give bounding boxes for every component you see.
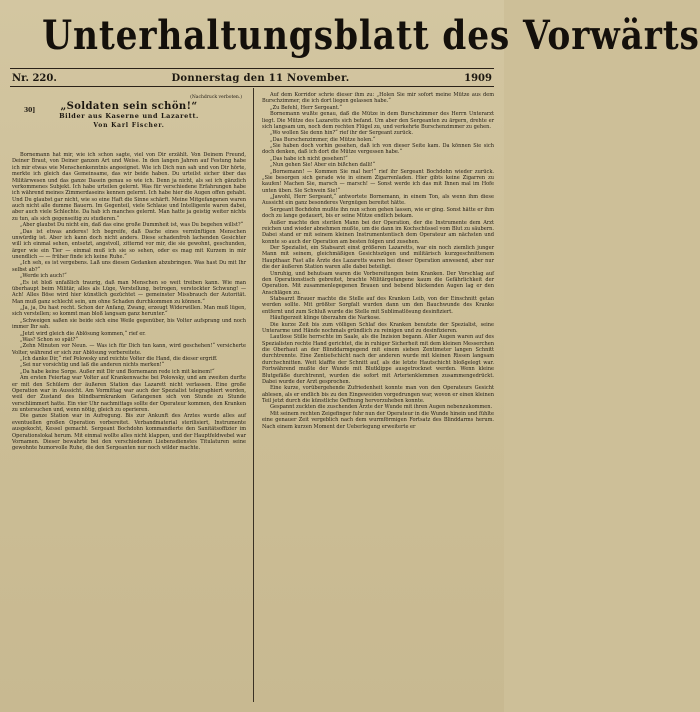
article-paragraph: „Das ist etwas anderes! Ich begreife, daß Dache eines vernünftigen Menschen unwürdig ist. Aber ich kann doch nicht anders. Diese schadenfroh lachenden Gesichter will ich einmal sehen, entsetzt, angstvoll, zitternd vor mir, die sie gewohnt, geschunden, ärger wie ein Tier — einmal muß ich sie so sehen, oder es mag mit Kurzem in mir unendlich — — früher finde ich keine Ruhe.“ [12, 228, 246, 260]
article-paragraph: „Aber glaubst Du nicht ein, daß das eine große Dummheit ist, was Du begehen willst?“ [20, 222, 244, 229]
article-paragraph: „Nun gehen Sie! Aber ein bißchen dalli!“ [270, 162, 376, 169]
article-paragraph: Stabsarzt Brauer machte die Stelle auf des Kranken Leib, von der Einschnitt getan werden sollte. Mit größter Sorgfalt wurden dann um den Bauchwunde des Kranke entfernt und zum Schluß wurde die Stelle mit Sublimatlösung desinfiziert. [262, 296, 494, 315]
reprint-note: (Nachdruck verboten.) [190, 95, 242, 100]
article-paragraph: Lautlose Stille herrschte im Saale, als die Inzision begann. Aller Augen waren auf des Spezialisten rechte Hand gerichtet, die in ruhiger Sicherheit mit dem kleinen Messerchen die Oberhaut an der Blinddarmgegend mit einem sieben Zentimeter langen Schnitt durchtrennte. Eine Zentiefschicht nach der anderen wurde mit kleinen Rissen langsam durchschnitten. Weit klaffte der Schnitt auf, als die letzte Hautschicht bloßgelegt war. Fortwährend mußte der Wunde mit Blutklippe ausgetrocknet werden. Wenn kleine Blutgefäße durchtrennt, wurden die sofort mit Arterienklemmen zusammengedrückt. Dabei wurde der Arzt gesprochen. [262, 334, 494, 385]
article-body-left [12, 152, 246, 452]
article-paragraph: „Wo wollen Sie denn hin?“ rief ihr der Sergeant zurück. [270, 130, 413, 137]
article-paragraph: „Sei nur vorsichtig und laß die anderen nichts merken!“ [20, 362, 165, 369]
article-paragraph: „Was? Schon so spät?“ [20, 336, 78, 343]
article-paragraph: „Ja, ja, Du hast recht. Schon der Anfang, Zwang, erzeugt Widerwillen. Man muß lügen, sich verstellen; so kommt man bloß langsam ganz herunter.“ [12, 305, 246, 318]
article-paragraph: Die kurze Zeit bis zum völligen Schlaf des Kranken benutzte der Spezialist, seine Unterarme und Hände nochmals gründlich zu reinigen und zu desinfizieren. [262, 321, 494, 334]
article-heading [12, 92, 246, 150]
article-paragraph: „Ich danke Dir,“ rief Polowsky und reichte Volter die Hand, die dieser ergriff. [20, 356, 218, 362]
article-paragraph: „Bornemann! — Kommen Sie mal her!“ rief ihr Sergeant Bochdohn wieder zurück. „Sie besorgen sich gerade wie in einem Zigarrenladen. Hier gibts keine Zigarren zu kaufen! Machen Sie, marsch — marsch! — Sonst werde ich das mit Ihnen mal im Hofe unten üben. Sie Schwein Sie!“ [262, 168, 494, 194]
issue-number: Nr. 220. [12, 72, 57, 84]
article-paragraph: Eine kurze, vorübergehende Zufriedenheit konnte man von den Operateurs Gesicht ablesen, als er endlich bis zu den Eingeweiden vorgedrungen war, wovon er einen kleinen Teil jetzt durch die künstliche Oeffnung hervorzuheben konnte. [262, 385, 494, 404]
article-paragraph: „Das Burschenzimmer, die Mütze holen.“ [270, 136, 376, 143]
article-paragraph: „Das habe ich nicht gesehen!“ [270, 155, 348, 162]
article-paragraph: Gespannt zuckten die zuschenden Ärzte der Wunde mit ihren Augen nebenzukommen. [270, 404, 493, 411]
article-paragraph: Mit seinem rechten Zeigefinger fuhr nun der Operateur in die Wunde hinein und fühlte eine genauer Zeit vergeblich nach dem wurmförmigen Fortsatz des Blinddarms herum. Nach einem kurzen Moment der Ueberlegung erweiterte er [262, 410, 494, 430]
dateline [12, 71, 492, 85]
article-paragraph: Unruhig, und behutsam waren die Vorbereitungen beim Kranken. Der Vorschlag auf den Operationstisch gebreitet, brachte Militärgefangene kaum die Gefährlichkeit der Operation. Mit zusammenlegegenen Brauen und bebend blickenden Augen lag er den Anschlägen zu. [262, 270, 494, 296]
article-paragraph: Bornemann wußte genau, daß die Mütze in dem Burschzimmer des Herrn Unterarzt liegt. Die Mütze des Lazaretts sich befand. Um aber den Sergeanten zu ärgern, drehte er sich langsam um, noch dem rechten Flügel zu, und verkehrte Burschenzimmer zu gehen. [262, 111, 494, 130]
article-paragraph: „Zehn Minuten vor Neun. — Was ich für Dich tun kann, wird geschehen!“ versicherte Volter, während er sich zur Ablösung vorbereitete. [12, 343, 246, 356]
article-title: „Soldaten sein schön!“ [60, 101, 198, 112]
issue-year: 1909 [464, 72, 492, 84]
article-paragraph: Am ersten Feiertag war Volter auf Krankenwache bei Polowsky, und am zweiten durfte er mit den Schülern der äußeren Station das Lazarett nicht verlassen. Eine große Operation war in Aussicht. Am Vormittag war auch der Spezialist telegraphiert worden, weil der Zustand des blindbarmkranken Gefangenen sich von Stunde zu Stunde verschlimmert hatte. Ein vier Uhr nachmittags sollte der Operateur kommen, den Kranken zu untersuchen und, wenn nötig, gleich zu operieren. [12, 375, 246, 413]
article-paragraph: Außer machte den sterilen Mann bei der Operation, der die Instrumente dem Arzt reichen und wieder abnehmen mußte, um die dann im Kochschüssel vom Blut zu säubern. Dabei stand er mit seinem kleinen Instrumententisch dem Operateur am nächsten und konnte so auch der Operation am besten folgen und zusehen. [262, 219, 494, 245]
article-paragraph: „Werde ich auch!“ [20, 273, 67, 280]
article-paragraph: Die ganze Station war in Aufregung. Bis zur Ankunft des Arztes wurde alles auf eventuellen großen Operation vorbereitet. Verbandmaterial sterilisiert, Instrumente ausgekocht, Kessel gemacht. Sergeant Bochdohn kommandierte den Sanitätsoffizier im Operationslokal herum. Mit einmal wollte alles nicht klappen, und der Hauptfeldwebel war Vornamen. Dieser bewahrte bei den verschiedenen Liebensdienstes Titulaturen seine gewohnte humorvolle Ruhe, die den Sergeanten nur noch wilder machte. [12, 413, 246, 452]
article-paragraph: „Da habe keine Sorge. Außer mit Dir und Bornemann rede ich mit keinem!“ [20, 368, 215, 375]
masthead-rule-bottom [10, 86, 494, 87]
article-paragraph: Bornemann hat mir, wie ich schon sagte, viel von Dir erzählt. Von Deinem Freund, Deiner Braut, von Deiner ganzen Art und Weise. In den langen Jahren auf Festung habe ich mir etwas wie Menschenkenntnis angeeignet. Wie ich Dich nun sah und von Dir hörte, merkte ich gleich das Gemeinsame, das wir beide haben. Du urteilst sicher über das Militärwesen und das ganze Dasein genau so wie ich. Denn ja nicht, als sei ich gänzlich verkommenes Subjekt. Ich habe urteilen gelernt. Was für verschiedene Erfahrungen habe ich während meines Zimmerdaseins kennen gelernt. Ich habe hier die Augen offen gehabt. Und Du glaubst gar nicht, wie so eine Haft die Sinne schärft. Meine Mitgefangenen waren auch nicht alle dumme Bauern. Im Gegenteil, viele Schlaue und Intelligente waren dabei, aber auch viele Schlechte. Da hab ich manches gelernt. Man hatte ja geistig weiter nichts zu tun, als sich gegenseitig zu studieren.“ [12, 152, 246, 222]
article-body-right [262, 92, 494, 430]
article-column-right [262, 92, 494, 702]
article-paragraph: „Es ist bloß unfaßlich traurig, daß man Menschen so weit treiben kann. Wie man überhaupt beim Militär, alles als Lüge, Verstellung, betrogen, verstockter Schwung! — Ach! Alles Böse wird hier künstlich gezüchtet — gemeinster Missbrauch der Autorität. Man muß ganz schlecht sein, um ohne Schaden durchkommen zu können.“ [12, 279, 246, 305]
masthead-rule-top [10, 68, 494, 69]
article-paragraph: Häufigerzeit klinge überzahm die Narkose. [270, 315, 381, 322]
column-divider [253, 88, 254, 702]
masthead-title: Unterhaltungsblatt des Vorwärts [42, 12, 700, 59]
article-paragraph: Auf dem Korridor schrie dieser ihm zu: „Holen Sie mir sofort meine Mütze aus dem Burschzimmer, die ich dort liegen gelassen habe.“ [262, 92, 494, 105]
article-paragraph: Sergeant Bochdohn mußte ihn nun schon gehen lassen, wie er ging. Sonst hätte er ihm doch zu lange gedauert, bis er seine Mütze endlich bekam. [262, 206, 494, 220]
installment-number: 30] [24, 107, 36, 114]
issue-date: Donnerstag den 11 November. [171, 72, 350, 84]
article-author: Von Karl Fischer. [93, 121, 165, 129]
article-paragraph: „Jetzt wird gleich die Ablösung kommen,“ rief er. [20, 330, 146, 337]
article-column-left [12, 92, 246, 702]
article-paragraph: „Jawohl, Herr Sergeant,“ antwortete Bornemann, in einem Ton, als wenn ihm diese Aussicht ein ganz besonderes Vergnügen bereitet hätte. [262, 194, 494, 207]
article-paragraph: „Ich seh, es ist vergebens. Laß uns diesen Gedanken abzubringen. Was hast Du mit Ihr selbst ab?“ [12, 260, 246, 273]
article-paragraph: „Sie haben doch vorhin gesehen, daß ich von dieser Seite kam. Da können Sie sich doch denken, daß ich dort die Mütze vergessen habe.“ [262, 143, 494, 156]
article-paragraph: Der Spezialist, ein Stabsarzt einst größeren Lazaretts, war ein noch ziemlich junger Mann mit seinem, gleichmäßigen Gesichtszügen und militärisch kurzgeschnittenem Haupthaar. Fast alle Ärzte des Lazaretts waren bei dieser Operation anwesend, aber nur die der äußeren Station waren alle dabei beteiligt. [262, 245, 494, 271]
article-paragraph: „Zu Befehl, Herr Sergeant.“ [270, 104, 342, 111]
article-paragraph: „Schweigen saßen sie beide sich eine Weile gegenüber, bis Volter aufsprang und noch immer Ihr sah. [12, 317, 246, 331]
article-subtitle: Bilder aus Kaserne und Lazarett. [59, 112, 199, 121]
